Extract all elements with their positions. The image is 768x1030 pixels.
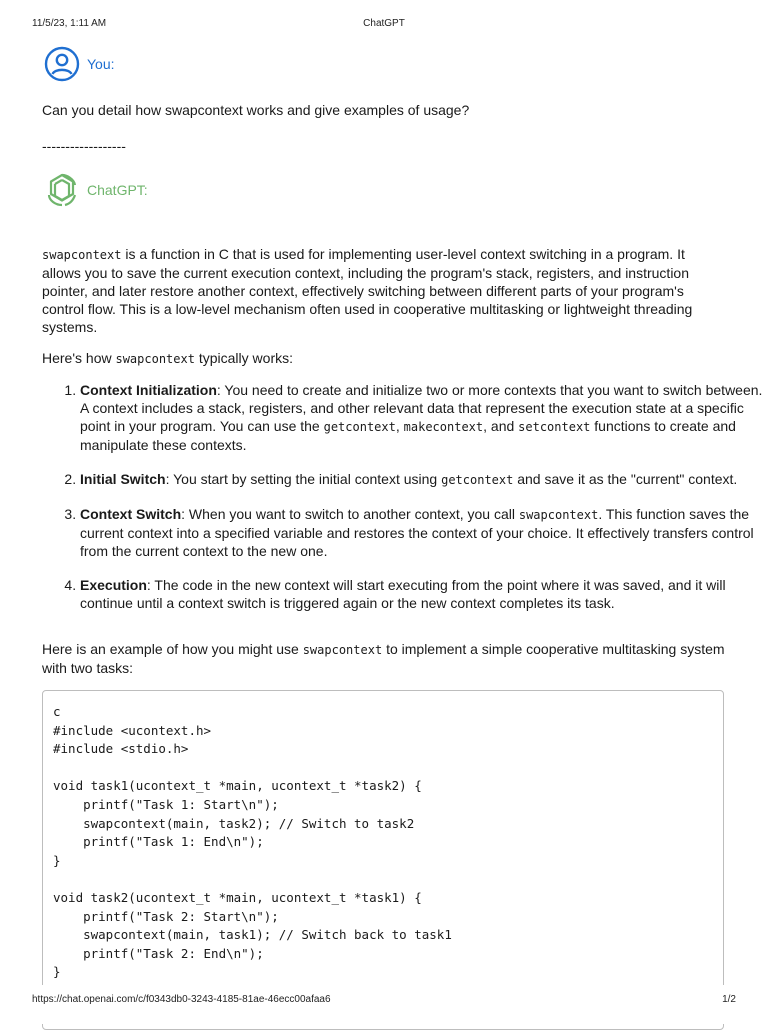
message-separator: ------------------ xyxy=(42,138,126,154)
inline-code: swapcontext xyxy=(518,508,599,522)
assistant-label: ChatGPT: xyxy=(87,182,148,198)
step-text: , xyxy=(395,418,404,434)
inline-code: setcontext xyxy=(518,420,591,434)
step-text: : You need to create and initialize two or more contexts that you want to switch between. A context includes a stack, registers, and other relevant data that represent the execution state at a specific point in your program. You can use the xyxy=(80,382,763,434)
example-suffix: to implement a simple cooperative multitasking system with two tasks: xyxy=(42,641,725,676)
step-text: : When you want to switch to another context, you call xyxy=(181,506,519,522)
inline-code: swapcontext xyxy=(302,643,383,657)
step-title: Initial Switch xyxy=(80,471,166,487)
page-number: 1/2 xyxy=(722,994,736,1005)
openai-logo-icon xyxy=(43,171,81,209)
intro-text: is a function in C that is used for implementing user-level context switching in a program. It allows you to save the current execution context, including the program's stack, registers, and instruction pointer, and later restore another context, effectively switching between different parts of your program's control flow. This is a low-level mechanism often used in cooperative multitasking or lightweight threading systems. xyxy=(42,246,693,335)
print-datetime: 11/5/23, 1:11 AM xyxy=(32,18,107,29)
code-block[interactable] xyxy=(42,690,724,1030)
step-text: : You start by setting the initial context using xyxy=(165,471,442,487)
step-text: : The code in the new context will start executing from the point where it was saved, and it will continue until a context switch is triggered again or the new context completes its task. xyxy=(80,577,726,611)
user-speaker xyxy=(43,45,115,83)
how-it-works-heading xyxy=(42,349,726,368)
step-title: Context Initialization xyxy=(80,382,217,398)
user-label: You: xyxy=(87,56,115,72)
list-item xyxy=(80,576,764,612)
list-item xyxy=(80,470,764,489)
step-text: and save it as the "current" context. xyxy=(513,471,738,487)
step-title: Context Switch xyxy=(80,506,182,522)
user-avatar-icon xyxy=(43,45,81,83)
step-title: Execution xyxy=(80,577,147,593)
inline-code: swapcontext xyxy=(115,352,195,366)
inline-code: getcontext xyxy=(441,473,514,487)
step-text: functions to create and manipulate these contexts. xyxy=(80,418,736,453)
example-prefix: Here is an example of how you might use xyxy=(42,641,303,657)
print-title: ChatGPT xyxy=(363,18,405,29)
step-text: . This function saves the current context into a specified variable and restores the context of your choice. It effectively transfers control from the current context to the new one. xyxy=(80,506,754,559)
steps-list xyxy=(42,381,764,628)
code-content[interactable]: c #include <ucontext.h> #include <stdio.h> void task1(ucontext_t *main, ucontext_t *task2) { printf("Task 1: Start\n"); swapcontext(main, task2); // Switch to task2 printf("Task 1: End\n"); } void task2(ucontext_t *main, ucontext_t *task1) { printf("Task 2: Start\n"); swapcontext(main, task1); // Switch back to task1 printf("Task 2: End\n"); } xyxy=(53,704,452,980)
inline-code: getcontext xyxy=(323,420,396,434)
step-text: , and xyxy=(483,418,519,434)
user-question: Can you detail how swapcontext works and give examples of usage? xyxy=(42,102,470,118)
print-url: https://chat.openai.com/c/f0343db0-3243-4185-81ae-46ecc00afaa6 xyxy=(32,994,331,1005)
list-item xyxy=(80,381,764,454)
assistant-speaker xyxy=(43,171,148,209)
inline-code: swapcontext xyxy=(42,248,122,262)
how-prefix: Here's how xyxy=(42,350,116,366)
assistant-intro xyxy=(42,245,726,336)
inline-code: makecontext xyxy=(403,420,484,434)
list-item xyxy=(80,505,764,560)
how-suffix: typically works: xyxy=(194,350,293,366)
example-intro xyxy=(42,640,726,677)
